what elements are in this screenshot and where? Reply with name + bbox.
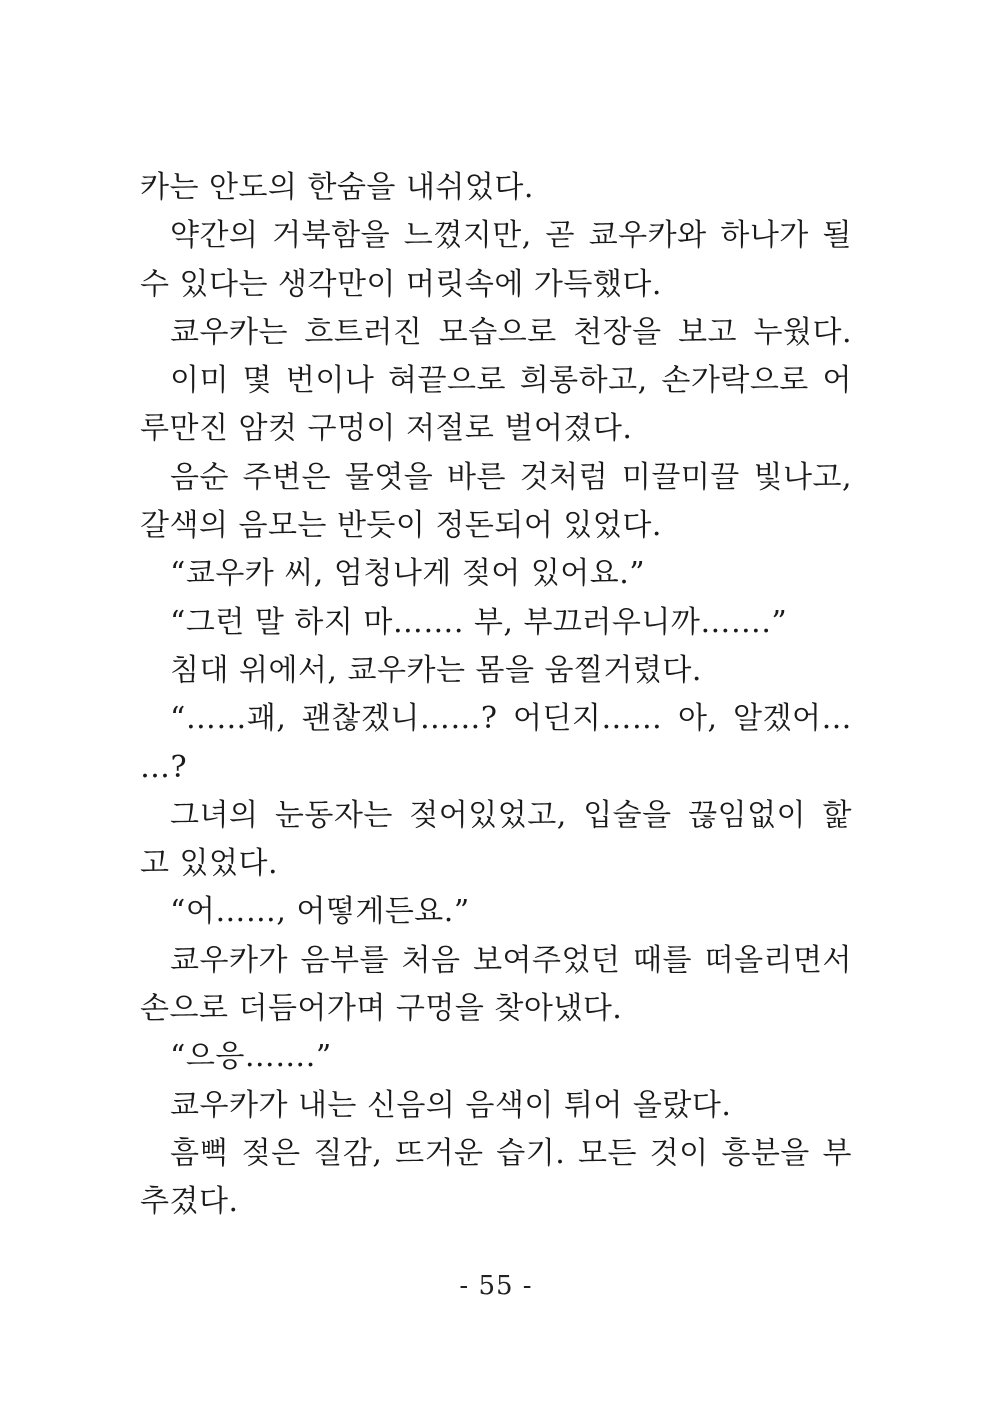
text-line-18: 손으로 더듬어가며 구멍을 찾아냈다.: [140, 991, 623, 1027]
text-line-14: 그녀의 눈동자는 젖어있었고, 입술을 끊임없이 핥: [170, 797, 852, 833]
text-line-10: “그런 말 하지 마……. 부, 부끄러우니까…….”: [170, 604, 788, 640]
text-line-15: 고 있었다.: [140, 846, 278, 882]
text-line-21: 흠뻑 젖은 질감, 뜨거운 습기. 모든 것이 흥분을 부: [170, 1135, 852, 1171]
text-line-19: “으응…….”: [170, 1039, 332, 1075]
page-number: - 55 -: [459, 1271, 533, 1301]
text-line-11: 침대 위에서, 쿄우카는 몸을 움찔거렸다.: [170, 652, 702, 688]
text-line-4: 쿄우카는 흐트러진 모습으로 천장을 보고 누웠다.: [170, 314, 852, 350]
text-line-8: 갈색의 음모는 반듯이 정돈되어 있었다.: [140, 508, 662, 544]
text-body: [140, 164, 852, 1227]
text-line-1: 카는 안도의 한숨을 내쉬었다.: [140, 170, 534, 205]
text-line-16: “어……, 어떻게든요.”: [170, 894, 470, 930]
text-line-12: “……괘, 괜찮겠니……? 어딘지…… 아, 알겠어…: [170, 701, 852, 737]
text-line-3: 수 있다는 생각만이 머릿속에 가득했다.: [140, 266, 662, 302]
text-line-17: 쿄우카가 음부를 처음 보여주었던 때를 떠올리면서: [170, 942, 852, 978]
text-line-9: “쿄우카 씨, 엄청나게 젖어 있어요.”: [170, 556, 646, 592]
text-line-2: 약간의 거북함을 느꼈지만, 곧 쿄우카와 하나가 될: [170, 218, 852, 254]
text-line-6: 루만진 암컷 구멍이 저절로 벌어졌다.: [140, 411, 633, 447]
text-line-5: 이미 몇 번이나 혀끝으로 희롱하고, 손가락으로 어: [170, 363, 852, 399]
text-line-7: 음순 주변은 물엿을 바른 것처럼 미끌미끌 빛나고,: [170, 459, 852, 495]
text-line-13: …?: [140, 749, 188, 785]
text-line-22: 추겼다.: [140, 1184, 239, 1220]
text-line-20: 쿄우카가 내는 신음의 음색이 튀어 올랐다.: [170, 1087, 732, 1123]
